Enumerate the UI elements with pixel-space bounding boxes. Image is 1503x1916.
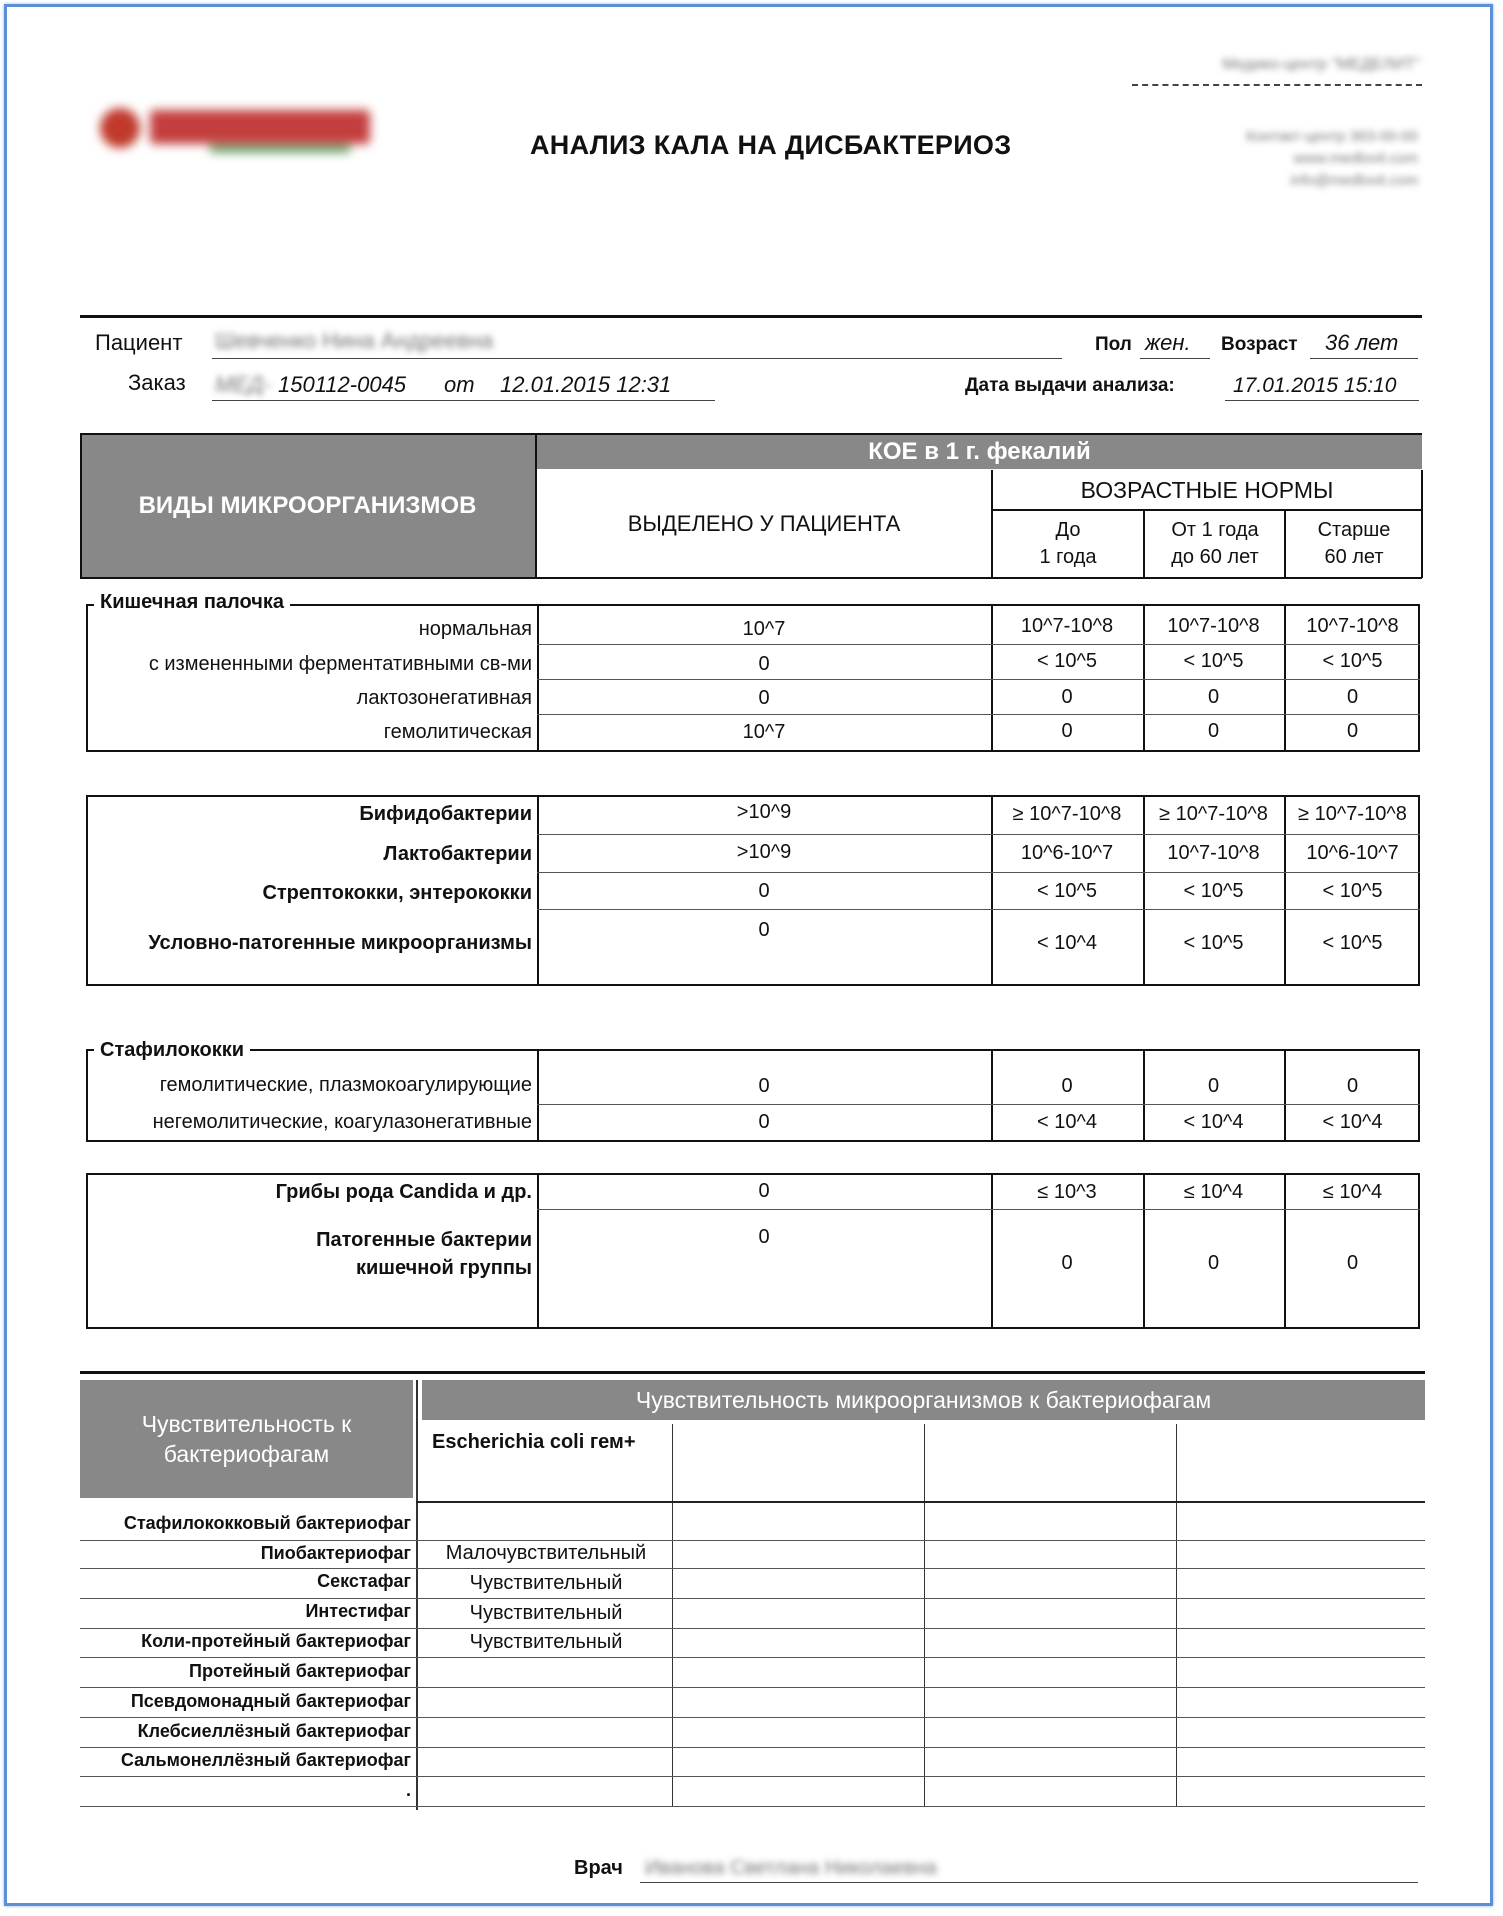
row-norm3: ≥ 10^7-10^8 <box>1298 803 1407 825</box>
issue-date-value: 17.01.2015 15:10 <box>1233 374 1397 397</box>
phage-row-label: Псевдомонадный бактериофаг <box>130 1691 411 1711</box>
row-norm3: 0 <box>1346 686 1359 708</box>
cfu-header: КОЕ в 1 г. фекалий <box>537 435 1422 469</box>
row-norm1: < 10^5 <box>1037 880 1097 902</box>
row-norm2: 10^7-10^8 <box>1167 615 1260 637</box>
norm-col-1-60 <box>1145 510 1285 577</box>
row-value: 0 <box>758 1226 770 1248</box>
norm-col-under-1 <box>992 510 1144 577</box>
row-norm2: 0 <box>1207 686 1220 708</box>
clinic-name: Медико-центр "МЕДЕЛИТ" <box>1222 56 1420 73</box>
row-norm1: ≤ 10^3 <box>1037 1181 1097 1203</box>
row-norm3: < 10^4 <box>1322 1111 1383 1133</box>
patient-top-rule <box>80 315 1422 318</box>
age-label: Возраст <box>1221 334 1298 355</box>
row-norm3: ≤ 10^4 <box>1322 1181 1383 1203</box>
phage-row-label: Сальмонеллёзный бактериофаг <box>120 1750 411 1770</box>
row-norm1: 10^7-10^8 <box>1020 615 1114 637</box>
row-norm2: < 10^5 <box>1183 880 1244 902</box>
row-value: 0 <box>758 919 770 941</box>
order-from: от <box>444 372 475 397</box>
row-label: гемолитические, плазмокоагулирующие <box>159 1074 532 1096</box>
row-label: Стрептококки, энтерококки <box>262 882 532 904</box>
row-norm3: 0 <box>1346 1252 1359 1274</box>
row-norm1: ≥ 10^7-10^8 <box>1012 803 1122 825</box>
sex-label: Пол <box>1095 334 1132 355</box>
sex-value: жен. <box>1145 330 1191 355</box>
contact-website: www.medlovit.com <box>1293 150 1418 167</box>
row-label: Бифидобактерии <box>359 803 532 825</box>
order-date: 12.01.2015 12:31 <box>500 372 672 397</box>
row-value: 10^7 <box>742 618 786 640</box>
row-label: Лактобактерии <box>383 843 532 865</box>
row-norm2: ≥ 10^7-10^8 <box>1159 803 1268 825</box>
phage-row-label: Коли-протейный бактериофаг <box>141 1631 411 1651</box>
row-norm2: < 10^5 <box>1183 932 1244 954</box>
doctor-label: Врач <box>574 1857 623 1879</box>
group3-title: Стафилококки <box>94 1039 250 1062</box>
phage-row-value: Малочувствительный <box>445 1542 647 1564</box>
row-value: 0 <box>758 1180 770 1202</box>
row-value: >10^9 <box>736 801 792 823</box>
detected-header: ВЫДЕЛЕНО У ПАЦИЕНТА <box>627 510 901 536</box>
row-value: 0 <box>758 1075 770 1097</box>
row-label: с измененными ферментативными св-ми <box>148 653 532 675</box>
row-value: 0 <box>758 1111 770 1133</box>
age-value: 36 лет <box>1325 330 1399 355</box>
patient-name: Шевченко Нина Андреевна <box>215 328 494 353</box>
norm-col-b-line2: до 60 лет <box>1171 545 1259 568</box>
phage-row-value: Чувствительный <box>469 1572 623 1594</box>
row-norm1: 0 <box>1061 686 1073 708</box>
row-label-line2: кишечной группы <box>355 1257 532 1279</box>
norm-col-a-line2: 1 года <box>1039 545 1097 568</box>
norm-col-c-line1: Старше <box>1317 518 1391 541</box>
row-norm2: 0 <box>1207 720 1220 742</box>
row-norm2: 10^7-10^8 <box>1167 842 1260 864</box>
row-norm3: 0 <box>1346 720 1359 742</box>
row-norm1: < 10^5 <box>1037 650 1097 672</box>
row-value: 0 <box>758 653 770 675</box>
row-label: лактозонегативная <box>356 687 532 709</box>
row-norm3: 10^7-10^8 <box>1306 615 1399 637</box>
row-label: нормальная <box>418 618 532 640</box>
row-label: Условно-патогенные микроорганизмы <box>148 932 532 954</box>
row-norm2: 0 <box>1207 1252 1220 1274</box>
phage-row-label: Секстафаг <box>317 1571 411 1591</box>
row-norm1: 10^6-10^7 <box>1020 842 1114 864</box>
contact-email: info@medlovit.com <box>1290 172 1418 189</box>
clinic-logo <box>90 100 380 156</box>
clinic-contacts <box>1246 126 1418 192</box>
row-label-line1: Патогенные бактерии <box>316 1229 532 1251</box>
row-norm2: 0 <box>1207 1075 1220 1097</box>
row-norm1: < 10^4 <box>1037 932 1097 954</box>
row-norm3: 10^6-10^7 <box>1306 842 1399 864</box>
phage-row-label: . <box>405 1780 411 1800</box>
contact-phone: Контакт-центр 363-00-00 <box>1246 128 1418 145</box>
norms-header: ВОЗРАСТНЫЕ НОРМЫ <box>1080 476 1334 503</box>
phage-row-label: Протейный бактериофаг <box>189 1661 411 1681</box>
issue-date-label: Дата выдачи анализа: <box>965 375 1175 396</box>
document-title: АНАЛИЗ КАЛА НА ДИСБАКТЕРИОЗ <box>530 130 1012 160</box>
row-norm3: < 10^5 <box>1322 880 1383 902</box>
row-norm3: < 10^5 <box>1322 650 1383 672</box>
norm-col-over-60 <box>1286 510 1422 577</box>
row-norm3: 0 <box>1346 1075 1359 1097</box>
row-norm1: 0 <box>1061 720 1073 742</box>
clinic-divider <box>1132 84 1422 86</box>
order-label: Заказ <box>128 370 186 395</box>
row-norm2: < 10^5 <box>1183 650 1244 672</box>
group1-title: Кишечная палочка <box>94 591 290 614</box>
row-norm3: < 10^5 <box>1322 932 1383 954</box>
phage-row-value: Чувствительный <box>469 1602 623 1624</box>
phage-row-label: Пиобактериофаг <box>260 1543 411 1563</box>
row-norm1: 0 <box>1061 1075 1073 1097</box>
row-value: 0 <box>758 687 770 709</box>
phage-row-label: Стафилококковый бактериофаг <box>123 1513 411 1533</box>
row-label: гемолитическая <box>383 721 532 743</box>
order-prefix: МЕД- <box>215 372 271 397</box>
phage-top-header: Чувствительность микроорганизмов к бактериофагам <box>422 1380 1425 1420</box>
norm-col-a-line1: До <box>1055 518 1081 541</box>
phage-row-label: Клебсиеллёзный бактериофаг <box>137 1721 411 1741</box>
doctor-name: Иванова Светлана Николаевна <box>645 1857 937 1879</box>
row-value: 10^7 <box>742 721 786 743</box>
patient-label: Пациент <box>95 330 183 355</box>
row-value: >10^9 <box>736 841 792 863</box>
row-norm2: < 10^4 <box>1183 1111 1244 1133</box>
row-label <box>316 1226 532 1282</box>
phage-left-header: Чувствительность к бактериофагам <box>80 1380 413 1498</box>
row-label: негемолитические, коагулазонегативные <box>152 1111 532 1133</box>
phage-row-label: Интестифаг <box>305 1601 411 1621</box>
row-norm2: ≤ 10^4 <box>1183 1181 1244 1203</box>
row-norm1: < 10^4 <box>1037 1111 1097 1133</box>
norm-col-b-line1: От 1 года <box>1171 518 1259 541</box>
order-number: 150112-0045 <box>278 372 407 397</box>
row-label: Грибы рода Candida и др. <box>275 1181 532 1203</box>
types-header: ВИДЫ МИКРООРГАНИЗМОВ <box>80 435 535 577</box>
phage-row-value: Чувствительный <box>469 1631 623 1653</box>
norm-col-c-line2: 60 лет <box>1324 545 1384 568</box>
row-value: 0 <box>758 880 770 902</box>
phage-col-ecoli: Escherichia coli гем+ <box>432 1431 636 1453</box>
row-norm1: 0 <box>1061 1252 1073 1274</box>
